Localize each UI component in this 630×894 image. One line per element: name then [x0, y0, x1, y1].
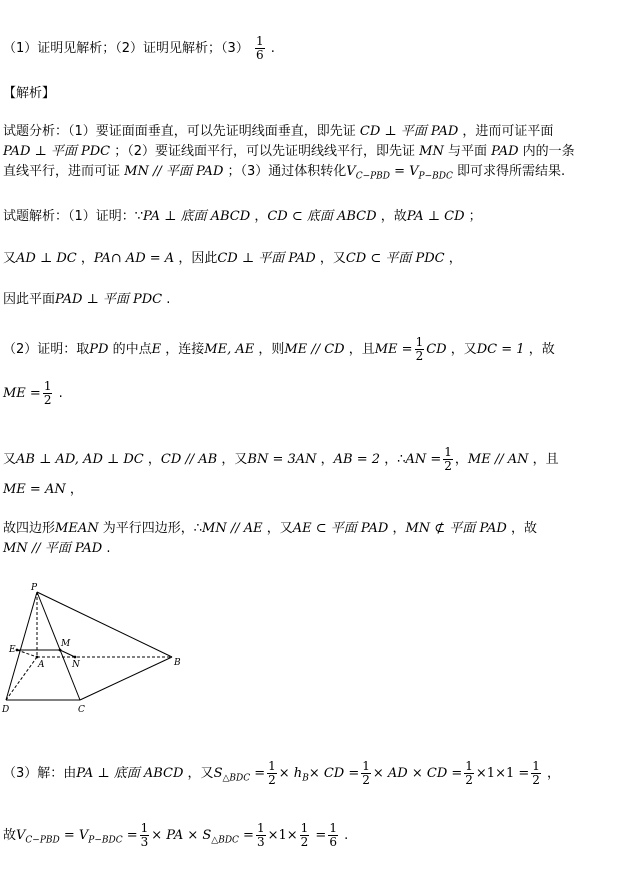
label-A: A [38, 660, 45, 670]
sol2-line-1: （2）证明：取PD 的中点E ，连接ME, AE ，则ME // CD ，且ME = $\frac{1}{2}$ CD ，又DC = 1 ，故 [3, 335, 555, 363]
sol2-line-3: 又AB ⊥ AD, AD ⊥ DC ，CD // AB ，又BN = 3AN ，AB = 2 ，∴AN = $\frac{1}{2}$ ，ME // AN ，且 [3, 445, 559, 473]
sol3-line-2: 故$V_{C-PBD} = V_{P-BDC}$ = $\frac{1}{3}$ × PA × $S_{\triangle BDC}$ = $\frac{1}{3}$ ×1× $\frac{1}{2}$ = $\frac{1}{6}$ . [3, 821, 349, 849]
answer-line: （1）证明见解析；（2）证明见解析；（3） $\frac{1}{6}$ . [3, 34, 275, 62]
edge-CB [80, 657, 172, 700]
label-C: C [78, 705, 85, 715]
label-P: P [31, 583, 38, 593]
label-N: N [72, 660, 80, 670]
answer-fraction: $\frac{1}{6}$ [255, 34, 264, 62]
point-A [36, 656, 39, 659]
answer-text: （1）证明见解析；（2）证明见解析；（3） [3, 41, 249, 56]
point-E [16, 649, 19, 652]
edge-AD [6, 657, 37, 700]
analysis-line-1: 试题分析：（1）要证面面垂直，可以先证明线面垂直，即先证 CD ⊥ 平面 PAD ，进而可证平面 [3, 124, 554, 139]
section-title: 【解析】 [3, 86, 56, 101]
point-M [59, 649, 62, 652]
pyramid-figure [0, 582, 190, 717]
analysis-line-2: PAD ⊥ 平面 PDC ；（2）要证线面平行，可以先证明线线平行，即先证 MN 与平面 PAD 内的一条 [3, 144, 575, 159]
analysis-line-3: 直线平行，进而可证 MN // 平面 PAD ；（3）通过体积转化$V_{C-PBD} = V_{P-BDC}$ 即可求得所需结果. [3, 164, 566, 182]
sol3-line-1: （3）解：由PA ⊥ 底面 ABCD ，又$S_{\triangle BDC}$ = $\frac{1}{2}$ × $h_B\times$ CD = $\frac{1}{2}$ × AD × CD = $\frac{1}{2}$ ×1×1 = $\frac{1}{2}$ ， [3, 759, 561, 787]
sol1-line-2: 又AD ⊥ DC ，PA∩ AD = A ，因此CD ⊥ 平面 PAD ，又CD ⊂ 平面 PDC ， [3, 251, 462, 266]
point-N [74, 656, 77, 659]
sol1-line-1: 试题解析：（1）证明：∵PA ⊥ 底面 ABCD ，CD ⊂ 底面 ABCD ，故PA ⊥ CD ； [3, 209, 482, 224]
sol2-line-4: ME = AN ， [3, 482, 83, 497]
label-D: D [2, 705, 10, 715]
sol1-line-3: 因此平面PAD ⊥ 平面 PDC . [3, 292, 171, 307]
label-B: B [174, 658, 181, 668]
edge-PC [37, 592, 80, 700]
edge-PB [37, 592, 172, 657]
sol2-line-6: MN // 平面 PAD . [3, 541, 111, 556]
sol2-line-2: ME = $\frac{1}{2}$ . [3, 379, 63, 407]
label-E: E [9, 645, 16, 655]
label-M: M [61, 639, 71, 649]
sol2-line-5: 故四边形MEAN 为平行四边形，∴MN // AE ，又AE ⊂ 平面 PAD ，MN ⊄ 平面 PAD ，故 [3, 521, 537, 536]
